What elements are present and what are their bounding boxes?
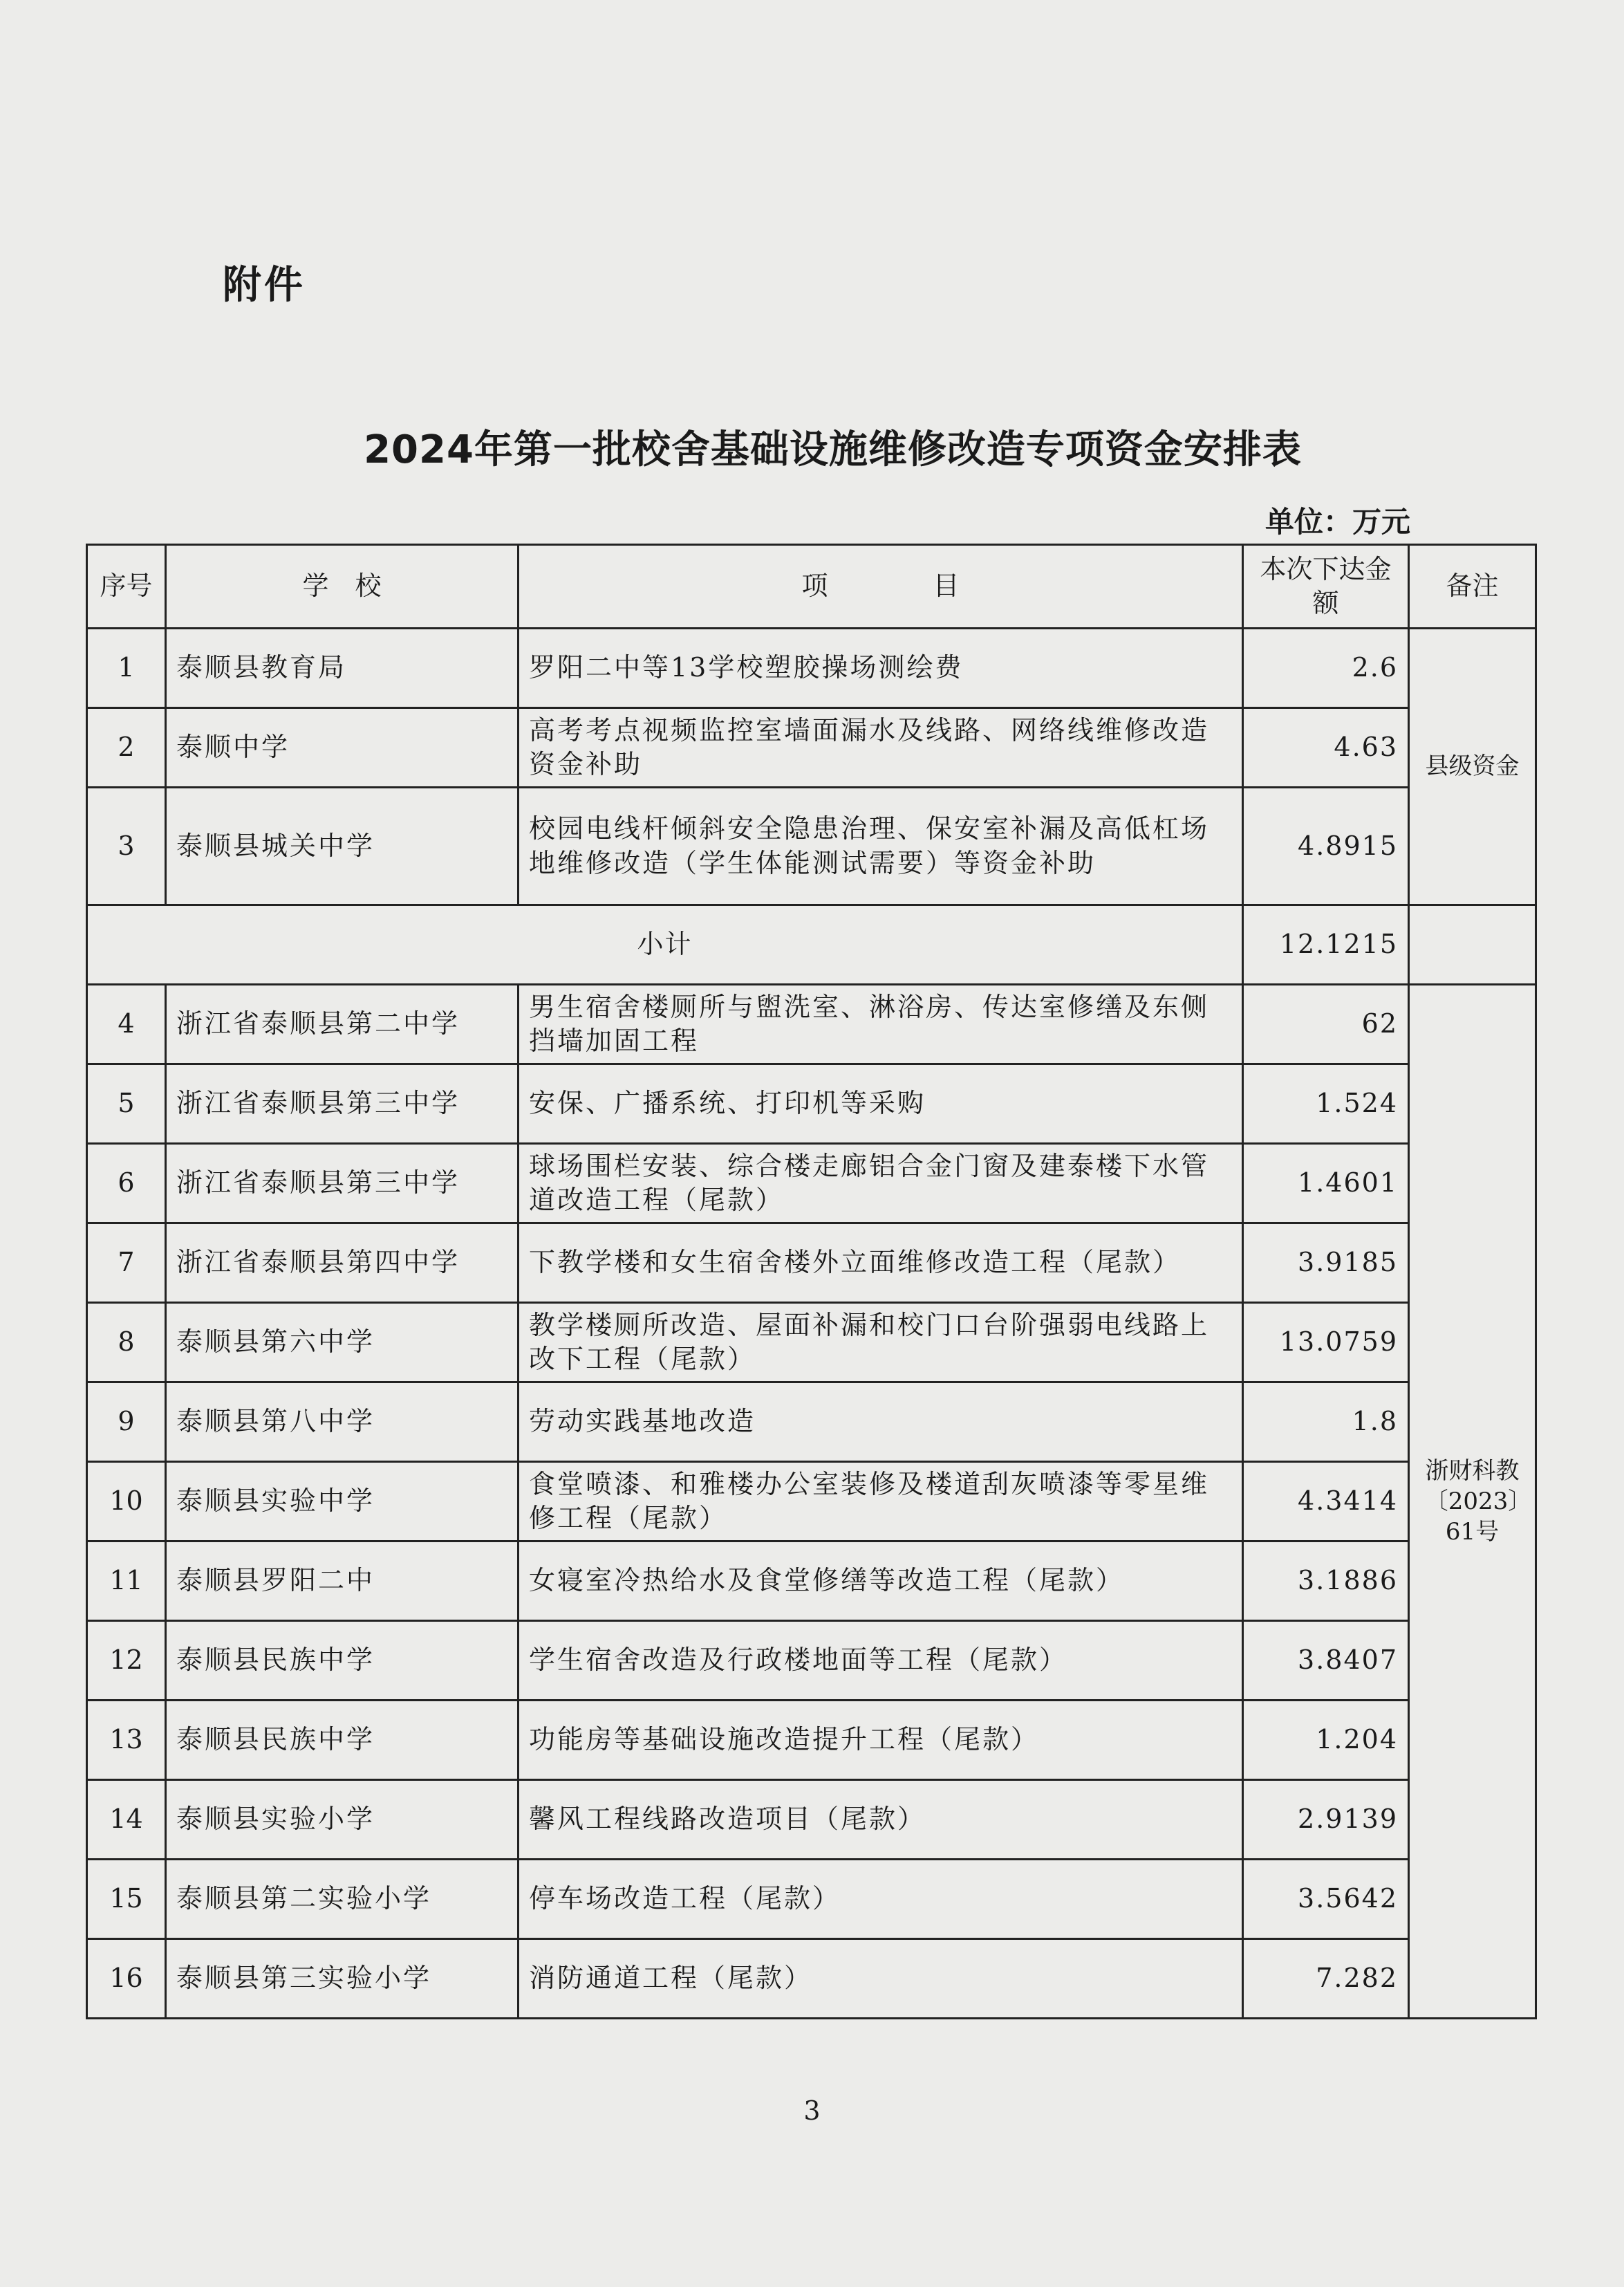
table-row <box>87 1462 1536 1541</box>
row-amount: 1.4601 <box>1243 1144 1409 1223</box>
row-school: 泰顺县第二实验小学 <box>166 1860 519 1939</box>
table-row <box>87 1223 1536 1303</box>
row-amount: 3.5642 <box>1243 1860 1409 1939</box>
header-no: 序号 <box>87 545 166 629</box>
table-row <box>87 629 1536 708</box>
row-project: 劳动实践基地改造 <box>519 1382 1243 1462</box>
row-amount: 2.9139 <box>1243 1780 1409 1860</box>
row-school: 浙江省泰顺县第三中学 <box>166 1064 519 1144</box>
row-project: 高考考点视频监控室墙面漏水及线路、网络线维修改造资金补助 <box>519 708 1243 788</box>
table-row <box>87 1382 1536 1462</box>
row-school: 泰顺县罗阳二中 <box>166 1541 519 1621</box>
row-no: 2 <box>87 708 166 788</box>
row-project: 教学楼厕所改造、屋面补漏和校门口台阶强弱电线路上改下工程（尾款） <box>519 1303 1243 1382</box>
table-row <box>87 1701 1536 1780</box>
row-amount: 1.524 <box>1243 1064 1409 1144</box>
row-school: 泰顺县民族中学 <box>166 1621 519 1701</box>
row-amount: 62 <box>1243 985 1409 1064</box>
table-row <box>87 1939 1536 2019</box>
table-row <box>87 708 1536 788</box>
table-row <box>87 1064 1536 1144</box>
header-school: 学 校 <box>166 545 519 629</box>
table-header-row <box>87 545 1536 629</box>
row-project: 安保、广播系统、打印机等采购 <box>519 1064 1243 1144</box>
row-amount: 3.9185 <box>1243 1223 1409 1303</box>
document-title: 2024年第一批校舍基础设施维修改造专项资金安排表 <box>364 427 1302 472</box>
row-school: 泰顺县民族中学 <box>166 1701 519 1780</box>
table-row <box>87 1621 1536 1701</box>
unit-label: 单位：万元 <box>1265 505 1411 539</box>
row-amount: 7.282 <box>1243 1939 1409 2019</box>
row-school: 泰顺县实验小学 <box>166 1780 519 1860</box>
page-number: 3 <box>803 2095 821 2126</box>
row-amount: 2.6 <box>1243 629 1409 708</box>
row-school: 浙江省泰顺县第四中学 <box>166 1223 519 1303</box>
row-project: 消防通道工程（尾款） <box>519 1939 1243 2019</box>
table-row <box>87 1303 1536 1382</box>
row-no: 10 <box>87 1462 166 1541</box>
row-amount: 3.8407 <box>1243 1621 1409 1701</box>
row-amount: 3.1886 <box>1243 1541 1409 1621</box>
row-project: 馨风工程线路改造项目（尾款） <box>519 1780 1243 1860</box>
row-school: 浙江省泰顺县第二中学 <box>166 985 519 1064</box>
row-school: 泰顺中学 <box>166 708 519 788</box>
row-amount: 1.204 <box>1243 1701 1409 1780</box>
table-row <box>87 1860 1536 1939</box>
row-amount: 4.3414 <box>1243 1462 1409 1541</box>
row-no: 3 <box>87 788 166 905</box>
row-no: 5 <box>87 1064 166 1144</box>
row-project: 停车场改造工程（尾款） <box>519 1860 1243 1939</box>
row-amount: 1.8 <box>1243 1382 1409 1462</box>
row-no: 4 <box>87 985 166 1064</box>
row-project: 球场围栏安装、综合楼走廊铝合金门窗及建泰楼下水管道改造工程（尾款） <box>519 1144 1243 1223</box>
row-school: 泰顺县第八中学 <box>166 1382 519 1462</box>
row-no: 9 <box>87 1382 166 1462</box>
row-project: 食堂喷漆、和雅楼办公室装修及楼道刮灰喷漆等零星维修工程（尾款） <box>519 1462 1243 1541</box>
row-no: 13 <box>87 1701 166 1780</box>
remark-provincial-doc: 浙财科教〔2023〕61号 <box>1409 985 1536 2019</box>
row-amount: 13.0759 <box>1243 1303 1409 1382</box>
funds-table <box>86 544 1537 2019</box>
row-school: 浙江省泰顺县第三中学 <box>166 1144 519 1223</box>
row-no: 1 <box>87 629 166 708</box>
row-project: 男生宿舍楼厕所与盥洗室、淋浴房、传达室修缮及东侧挡墙加固工程 <box>519 985 1243 1064</box>
row-school: 泰顺县教育局 <box>166 629 519 708</box>
subtotal-row <box>87 905 1536 985</box>
row-project: 罗阳二中等13学校塑胶操场测绘费 <box>519 629 1243 708</box>
row-no: 14 <box>87 1780 166 1860</box>
subtotal-label: 小计 <box>87 905 1243 985</box>
attachment-label: 附件 <box>223 263 306 308</box>
table-row <box>87 1144 1536 1223</box>
row-no: 8 <box>87 1303 166 1382</box>
subtotal-remark <box>1409 905 1536 985</box>
remark-county-funds: 县级资金 <box>1409 629 1536 905</box>
table-row <box>87 1541 1536 1621</box>
row-project: 功能房等基础设施改造提升工程（尾款） <box>519 1701 1243 1780</box>
row-project: 校园电线杆倾斜安全隐患治理、保安室补漏及高低杠场地维修改造（学生体能测试需要）等资金补助 <box>519 788 1243 905</box>
header-project: 项 目 <box>519 545 1243 629</box>
row-amount: 4.63 <box>1243 708 1409 788</box>
row-school: 泰顺县第六中学 <box>166 1303 519 1382</box>
subtotal-amount: 12.1215 <box>1243 905 1409 985</box>
row-no: 15 <box>87 1860 166 1939</box>
header-amount: 本次下达金额 <box>1243 545 1409 629</box>
row-no: 16 <box>87 1939 166 2019</box>
row-no: 7 <box>87 1223 166 1303</box>
row-project: 学生宿舍改造及行政楼地面等工程（尾款） <box>519 1621 1243 1701</box>
row-no: 11 <box>87 1541 166 1621</box>
table-row <box>87 1780 1536 1860</box>
row-school: 泰顺县城关中学 <box>166 788 519 905</box>
row-school: 泰顺县第三实验小学 <box>166 1939 519 2019</box>
row-project: 下教学楼和女生宿舍楼外立面维修改造工程（尾款） <box>519 1223 1243 1303</box>
row-no: 6 <box>87 1144 166 1223</box>
row-amount: 4.8915 <box>1243 788 1409 905</box>
header-remark: 备注 <box>1409 545 1536 629</box>
table-row <box>87 788 1536 905</box>
row-project: 女寝室冷热给水及食堂修缮等改造工程（尾款） <box>519 1541 1243 1621</box>
table-row <box>87 985 1536 1064</box>
row-school: 泰顺县实验中学 <box>166 1462 519 1541</box>
row-no: 12 <box>87 1621 166 1701</box>
